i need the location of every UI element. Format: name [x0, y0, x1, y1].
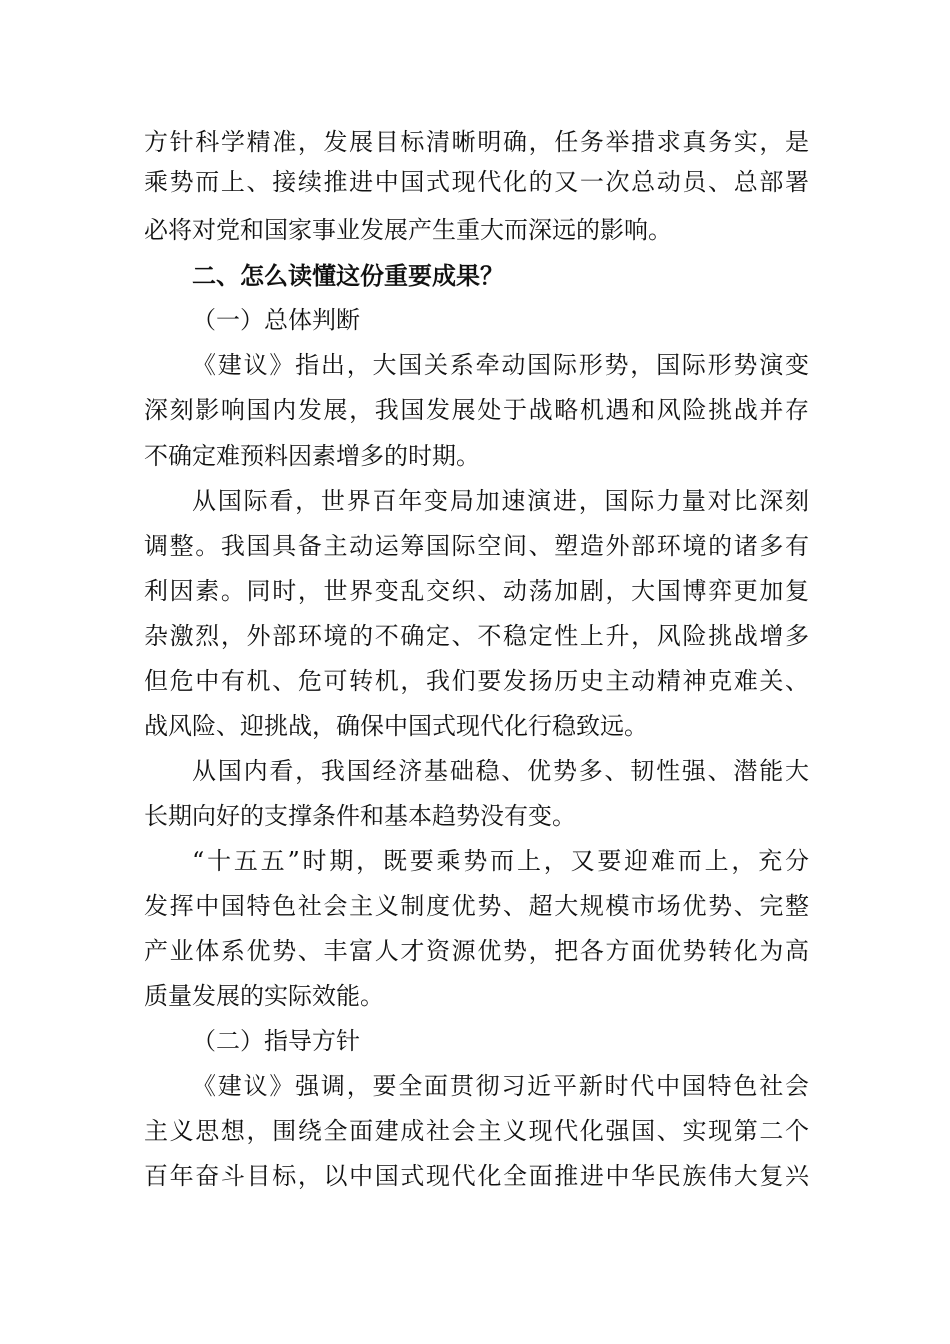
- paragraph-line: 从国内看，我国经济基础稳、优势多、韧性强、潜能大: [192, 757, 809, 785]
- paragraph-line: 百年奋斗目标，以中国式现代化全面推进中华民族伟大复兴: [144, 1162, 809, 1190]
- paragraph-line: 从国际看，世界百年变局加速演进，国际力量对比深刻: [192, 487, 809, 515]
- paragraph-line: 《建议》指出，大国关系牵动国际形势，国际形势演变: [192, 351, 809, 379]
- paragraph-line: 但危中有机、危可转机，我们要发扬历史主动精神克难关、: [144, 667, 809, 695]
- paragraph-line: 不确定难预料因素增多的时期。: [144, 442, 480, 470]
- paragraph-line: 长期向好的支撑条件和基本趋势没有变。: [144, 802, 576, 830]
- paragraph-line: 战风险、迎挑战，确保中国式现代化行稳致远。: [144, 712, 648, 740]
- paragraph-line: 深刻影响国内发展，我国发展处于战略机遇和风险挑战并存: [144, 396, 809, 424]
- paragraph-line: 质量发展的实际效能。: [144, 982, 384, 1010]
- paragraph-line: 乘势而上、接续推进中国式现代化的又一次总动员、总部署: [144, 168, 809, 196]
- paragraph-line: 发挥中国特色社会主义制度优势、超大规模市场优势、完整: [144, 892, 809, 920]
- paragraph-line: 调整。我国具备主动运筹国际空间、塑造外部环境的诸多有: [144, 532, 809, 560]
- subsection-heading: （二）指导方针: [192, 1027, 360, 1055]
- paragraph-line: 杂激烈，外部环境的不确定、不稳定性上升，风险挑战增多: [144, 622, 809, 650]
- section-heading: 二、怎么读懂这份重要成果？: [192, 262, 504, 290]
- paragraph-line: 《建议》强调，要全面贯彻习近平新时代中国特色社会: [192, 1072, 809, 1100]
- paragraph-line: 利因素。同时，世界变乱交织、动荡加剧，大国博弈更加复: [144, 577, 809, 605]
- paragraph-line: 产业体系优势、丰富人才资源优势，把各方面优势转化为高: [144, 937, 809, 965]
- paragraph-line: 必将对党和国家事业发展产生重大而深远的影响。: [144, 216, 672, 244]
- subsection-heading: （一）总体判断: [192, 306, 360, 334]
- paragraph-line: 主义思想，围绕全面建成社会主义现代化强国、实现第二个: [144, 1117, 809, 1145]
- paragraph-line: “十五五”时期，既要乘势而上，又要迎难而上，充分: [192, 847, 809, 875]
- paragraph-line: 方针科学精准，发展目标清晰明确，任务举措求真务实，是: [144, 128, 809, 156]
